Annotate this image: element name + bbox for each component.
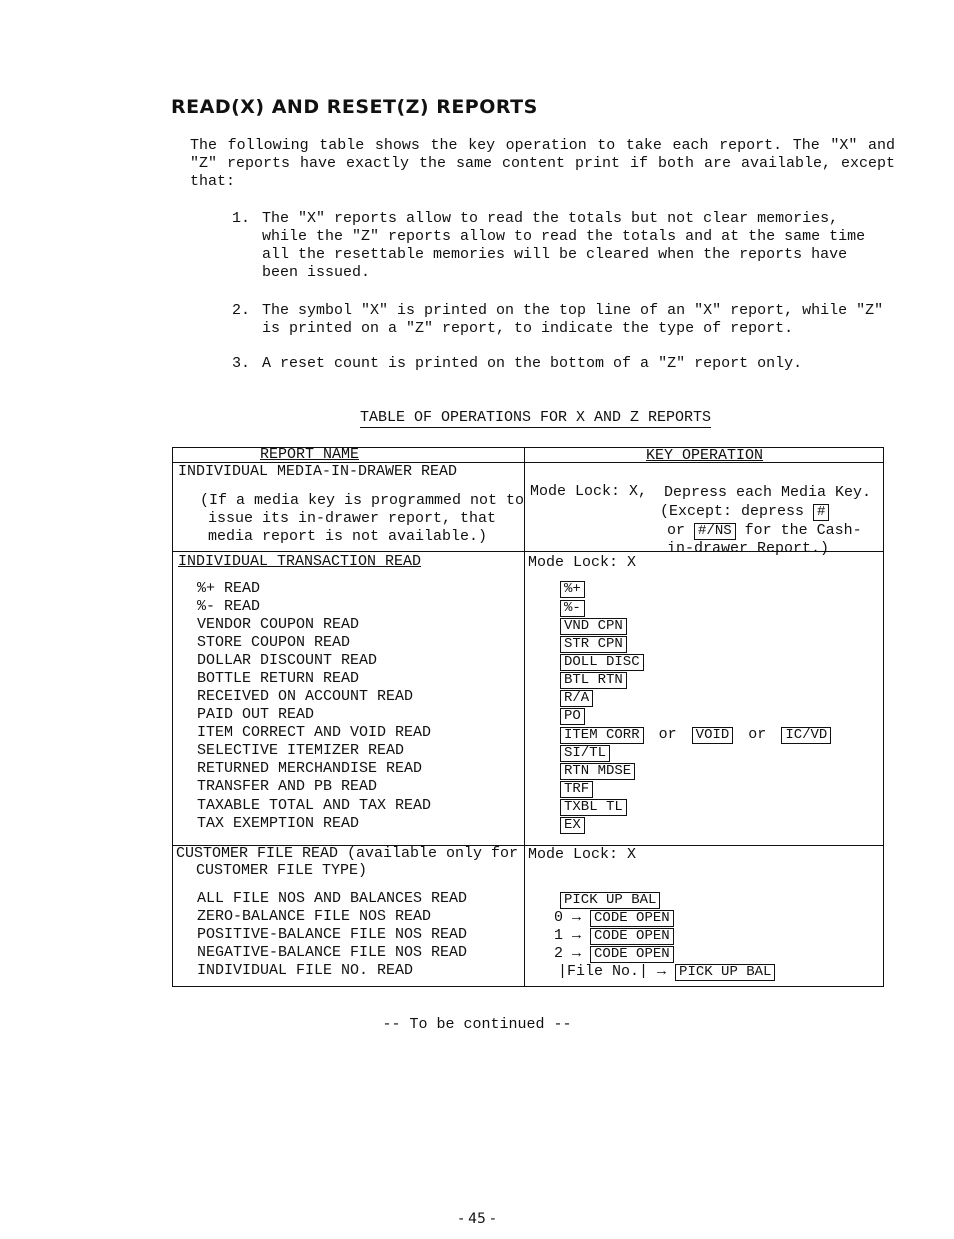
table-row-key (560, 653, 644, 671)
table-row-key (560, 671, 627, 689)
key-icon: R/A (560, 690, 593, 707)
table-row: BOTTLE RETURN READ (197, 670, 360, 687)
media-note-line: media report is not available.) (208, 528, 488, 545)
table-caption: TABLE OF OPERATIONS FOR X AND Z REPORTS (360, 409, 712, 426)
key-prefix: |File No.| → (558, 963, 667, 980)
or-text: or (658, 726, 677, 743)
table-row-key (560, 580, 585, 598)
customer-report-name-cont: CUSTOMER FILE TYPE) (196, 862, 368, 879)
key-icon: CODE OPEN (590, 946, 674, 963)
table-row: RECEIVED ON ACCOUNT READ (197, 688, 414, 705)
key-icon: RTN MDSE (560, 763, 635, 780)
table-row-key (554, 927, 674, 945)
media-op-or: or (667, 522, 686, 539)
key-icon: PICK UP BAL (675, 964, 775, 981)
table-row-key (560, 798, 627, 816)
table-row-key (560, 744, 610, 762)
table-row-key (560, 635, 627, 653)
media-mode-lock: Mode Lock: X, (530, 483, 648, 500)
list-item-number: 3. (232, 355, 251, 372)
list-item-number: 1. (232, 210, 251, 227)
media-op-except: (Except: depress (660, 503, 805, 520)
table-row: SELECTIVE ITEMIZER READ (197, 742, 405, 759)
key-icon: PO (560, 708, 585, 725)
table-row: TRANSFER AND PB READ (197, 778, 378, 795)
table-row-key (560, 599, 585, 617)
table-row: ITEM CORRECT AND VOID READ (197, 724, 432, 741)
key-prefix: 1 → (554, 927, 582, 944)
table-row: POSITIVE-BALANCE FILE NOS READ (197, 926, 468, 943)
key-icon: TXBL TL (560, 799, 627, 816)
table-row-key (554, 909, 674, 927)
hash-key-icon: # (813, 504, 829, 521)
table-row: ZERO-BALANCE FILE NOS READ (197, 908, 432, 925)
table-row-key (560, 816, 585, 834)
customer-report-name: CUSTOMER FILE READ (available only for (176, 845, 519, 862)
media-report-name: INDIVIDUAL MEDIA-IN-DRAWER READ (178, 463, 458, 480)
media-op-line (660, 503, 829, 521)
table-row: %- READ (197, 598, 261, 615)
key-icon: VND CPN (560, 618, 627, 635)
table-row: TAXABLE TOTAL AND TAX READ (197, 797, 432, 814)
key-icon: VOID (692, 727, 734, 744)
key-icon: BTL RTN (560, 672, 627, 689)
header-report-name: REPORT NAME (260, 446, 360, 463)
table-row: VENDOR COUPON READ (197, 616, 360, 633)
key-icon: EX (560, 817, 585, 834)
table-row: STORE COUPON READ (197, 634, 351, 651)
key-icon: STR CPN (560, 636, 627, 653)
media-note-line: (If a media key is programmed not to (200, 492, 525, 509)
page-title: READ(X) AND RESET(Z) REPORTS (171, 96, 538, 118)
intro-paragraph: The following table shows the key operation to take each report. The "X" and "Z" reports have exactly the same content print if both are available, except that: (190, 137, 895, 190)
table-row: TAX EXEMPTION READ (197, 815, 360, 832)
page-number: - 45 - (458, 1211, 496, 1227)
table-row: INDIVIDUAL FILE NO. READ (197, 962, 414, 979)
table-row-key (560, 891, 660, 909)
table-row-key (554, 945, 674, 963)
key-icon: IC/VD (781, 727, 831, 744)
key-icon: %- (560, 600, 585, 617)
table-row-key (560, 617, 627, 635)
key-icon: DOLL DISC (560, 654, 644, 671)
table-row-key (560, 726, 831, 744)
key-icon: CODE OPEN (590, 910, 674, 927)
media-op-line (667, 522, 862, 540)
table-row-key (560, 707, 585, 725)
list-item-text: The symbol "X" is printed on the top line of an "X" report, while "Z" is printed on a "Z" report, to indicate the type of report. (262, 302, 884, 337)
list-item-text: The "X" reports allow to read the totals but not clear memories, while the "Z" reports allow to read the totals and at the same time all the resettable memories will be cleared when the reports have been issued. (262, 210, 866, 281)
table-row: ALL FILE NOS AND BALANCES READ (197, 890, 468, 907)
customer-mode-lock: Mode Lock: X (528, 846, 637, 863)
table-row-key (560, 780, 593, 798)
column-divider (524, 447, 525, 987)
table-row-key (558, 963, 775, 981)
list-item-number: 2. (232, 302, 251, 319)
hash-ns-key-icon: #/NS (694, 523, 736, 540)
key-icon: %+ (560, 581, 585, 598)
key-icon: SI/TL (560, 745, 610, 762)
transaction-mode-lock: Mode Lock: X (528, 554, 637, 571)
key-icon: CODE OPEN (590, 928, 674, 945)
transaction-report-name: INDIVIDUAL TRANSACTION READ (178, 553, 422, 570)
media-note-line: issue its in-drawer report, that (208, 510, 497, 527)
list-item-text: A reset count is printed on the bottom of a "Z" report only. (262, 355, 803, 372)
header-key-operation: KEY OPERATION (646, 447, 764, 464)
table-row: NEGATIVE-BALANCE FILE NOS READ (197, 944, 468, 961)
key-icon: PICK UP BAL (560, 892, 660, 909)
table-row: PAID OUT READ (197, 706, 315, 723)
key-prefix: 0 → (554, 909, 582, 926)
media-op-line: Depress each Media Key. (664, 484, 872, 501)
key-prefix: 2 → (554, 945, 582, 962)
or-text: or (748, 726, 767, 743)
media-op-cash: for the Cash- (744, 522, 862, 539)
continued-note: -- To be continued -- (382, 1016, 572, 1033)
media-op-line: in-drawer Report.) (667, 540, 830, 557)
table-row: DOLLAR DISCOUNT READ (197, 652, 378, 669)
table-row-key (560, 689, 593, 707)
key-icon: ITEM CORR (560, 727, 644, 744)
table-row-key (560, 762, 635, 780)
key-icon: TRF (560, 781, 593, 798)
table-row: RETURNED MERCHANDISE READ (197, 760, 423, 777)
table-row: %+ READ (197, 580, 261, 597)
